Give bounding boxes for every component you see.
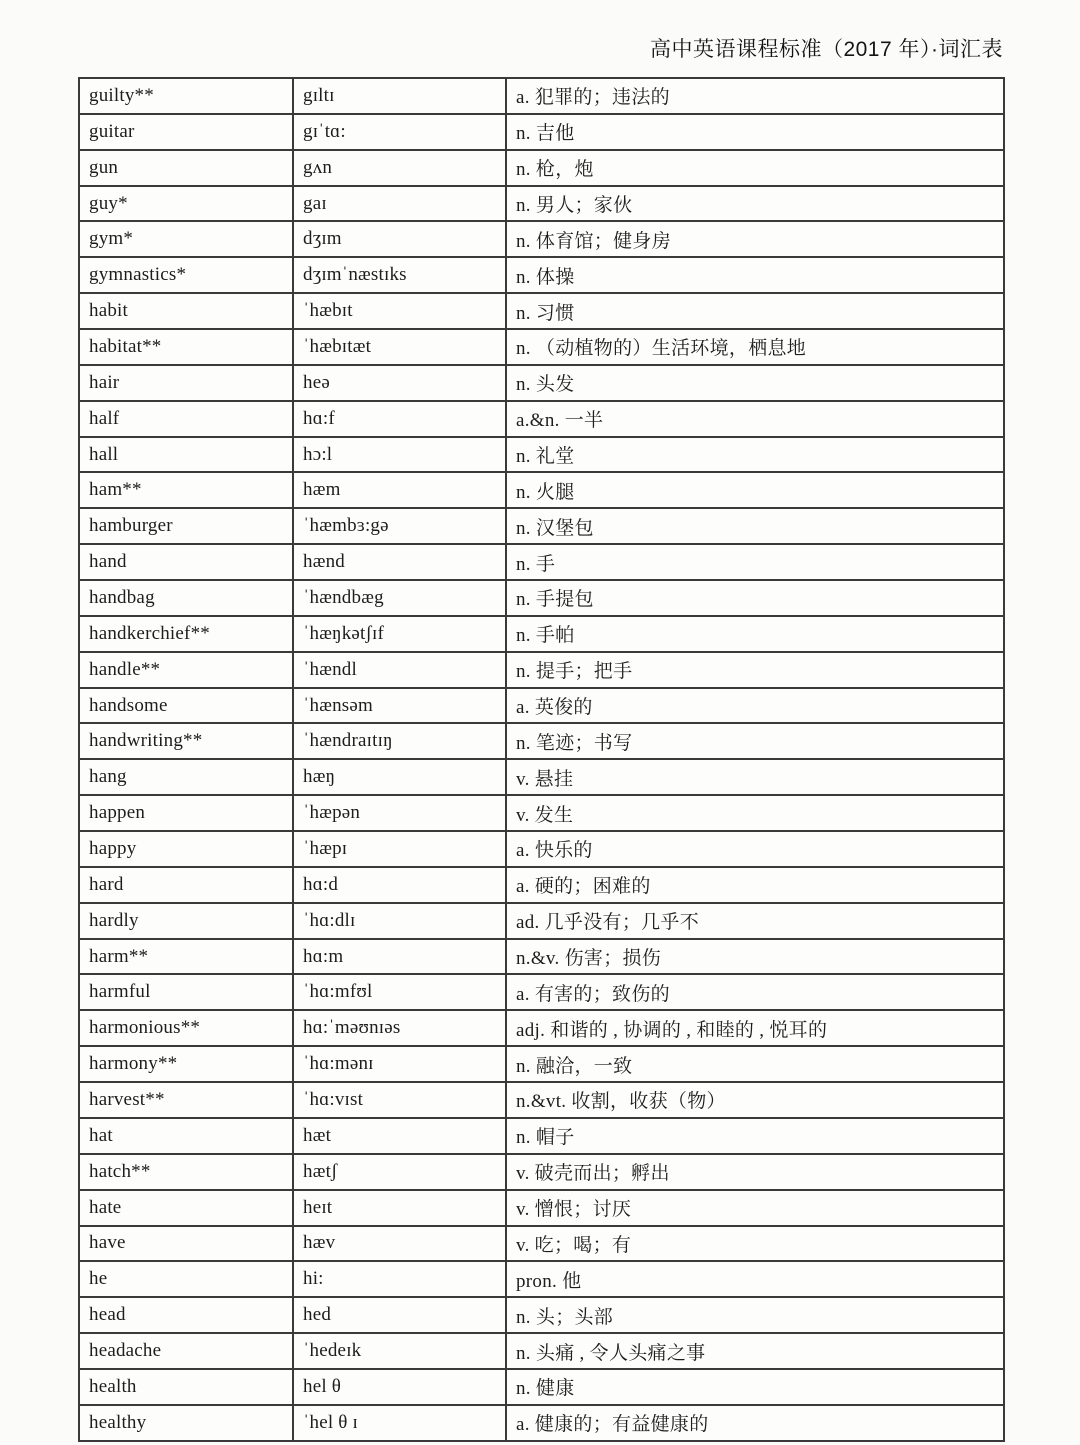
phonetic-cell: ˈhɑ:mfʊl bbox=[293, 974, 506, 1010]
table-row bbox=[79, 1154, 1004, 1190]
phonetic-cell: ˈhæbɪtæt bbox=[293, 329, 506, 365]
word-cell: hall bbox=[79, 437, 293, 473]
meaning-cell: n. 习惯 bbox=[506, 293, 1004, 329]
phonetic-cell: ˈhæpən bbox=[293, 795, 506, 831]
word-cell: handkerchief** bbox=[79, 616, 293, 652]
table-row bbox=[79, 688, 1004, 724]
word-cell: harm** bbox=[79, 939, 293, 975]
meaning-cell: n. 笔迹；书写 bbox=[506, 723, 1004, 759]
phonetic-cell: hɔ:l bbox=[293, 437, 506, 473]
table-row bbox=[79, 1046, 1004, 1082]
word-cell: head bbox=[79, 1297, 293, 1333]
meaning-cell: a. 英俊的 bbox=[506, 688, 1004, 724]
meaning-cell: n. 汉堡包 bbox=[506, 508, 1004, 544]
word-cell: hatch** bbox=[79, 1154, 293, 1190]
meaning-cell: a. 犯罪的；违法的 bbox=[506, 78, 1004, 114]
phonetic-cell: gaɪ bbox=[293, 186, 506, 222]
table-row bbox=[79, 257, 1004, 293]
word-cell: guy* bbox=[79, 186, 293, 222]
meaning-cell: a. 有害的；致伤的 bbox=[506, 974, 1004, 1010]
phonetic-cell: ˈhænsəm bbox=[293, 688, 506, 724]
word-cell: hair bbox=[79, 365, 293, 401]
word-cell: harmful bbox=[79, 974, 293, 1010]
table-row bbox=[79, 78, 1004, 114]
phonetic-cell: ˈhɑ:dlɪ bbox=[293, 903, 506, 939]
table-row bbox=[79, 114, 1004, 150]
phonetic-cell: hɑ:d bbox=[293, 867, 506, 903]
phonetic-cell: ˈhæpɪ bbox=[293, 831, 506, 867]
meaning-cell: n. 手帕 bbox=[506, 616, 1004, 652]
phonetic-cell: hɑ:ˈməʊnɪəs bbox=[293, 1010, 506, 1046]
table-row bbox=[79, 1297, 1004, 1333]
table-row bbox=[79, 867, 1004, 903]
phonetic-cell: hed bbox=[293, 1297, 506, 1333]
meaning-cell: n. 吉他 bbox=[506, 114, 1004, 150]
meaning-cell: a.&n. 一半 bbox=[506, 401, 1004, 437]
meaning-cell: n. 体育馆；健身房 bbox=[506, 221, 1004, 257]
word-cell: harmonious** bbox=[79, 1010, 293, 1046]
phonetic-cell: hætʃ bbox=[293, 1154, 506, 1190]
word-cell: handbag bbox=[79, 580, 293, 616]
table-row bbox=[79, 221, 1004, 257]
table-row bbox=[79, 723, 1004, 759]
meaning-cell: v. 悬挂 bbox=[506, 759, 1004, 795]
word-cell: guitar bbox=[79, 114, 293, 150]
table-row bbox=[79, 508, 1004, 544]
word-cell: hamburger bbox=[79, 508, 293, 544]
word-cell: have bbox=[79, 1226, 293, 1262]
table-row bbox=[79, 1226, 1004, 1262]
table-row bbox=[79, 1261, 1004, 1297]
phonetic-cell: heə bbox=[293, 365, 506, 401]
table-row bbox=[79, 150, 1004, 186]
word-cell: hang bbox=[79, 759, 293, 795]
meaning-cell: n. 头痛 , 令人头痛之事 bbox=[506, 1333, 1004, 1369]
meaning-cell: a. 健康的；有益健康的 bbox=[506, 1405, 1004, 1441]
meaning-cell: a. 硬的；困难的 bbox=[506, 867, 1004, 903]
table-row bbox=[79, 1405, 1004, 1441]
meaning-cell: v. 憎恨；讨厌 bbox=[506, 1190, 1004, 1226]
meaning-cell: n. 礼堂 bbox=[506, 437, 1004, 473]
phonetic-cell: hæt bbox=[293, 1118, 506, 1154]
meaning-cell: n. （动植物的）生活环境，栖息地 bbox=[506, 329, 1004, 365]
table-row bbox=[79, 1082, 1004, 1118]
word-cell: harvest** bbox=[79, 1082, 293, 1118]
phonetic-cell: ˈhɑ:mənɪ bbox=[293, 1046, 506, 1082]
table-row bbox=[79, 616, 1004, 652]
meaning-cell: adj. 和谐的 , 协调的 , 和睦的 , 悦耳的 bbox=[506, 1010, 1004, 1046]
meaning-cell: n. 头发 bbox=[506, 365, 1004, 401]
meaning-cell: n.&v. 伤害；损伤 bbox=[506, 939, 1004, 975]
meaning-cell: n. 融洽，一致 bbox=[506, 1046, 1004, 1082]
vocab-table-body bbox=[79, 78, 1004, 1441]
word-cell: headache bbox=[79, 1333, 293, 1369]
phonetic-cell: hel θ bbox=[293, 1369, 506, 1405]
word-cell: hand bbox=[79, 544, 293, 580]
phonetic-cell: ˈhændbæg bbox=[293, 580, 506, 616]
phonetic-cell: dʒɪm bbox=[293, 221, 506, 257]
meaning-cell: ad. 几乎没有；几乎不 bbox=[506, 903, 1004, 939]
word-cell: guilty** bbox=[79, 78, 293, 114]
table-row bbox=[79, 652, 1004, 688]
meaning-cell: n. 男人；家伙 bbox=[506, 186, 1004, 222]
word-cell: half bbox=[79, 401, 293, 437]
meaning-cell: n. 手提包 bbox=[506, 580, 1004, 616]
word-cell: habit bbox=[79, 293, 293, 329]
word-cell: ham** bbox=[79, 472, 293, 508]
table-row bbox=[79, 1369, 1004, 1405]
word-cell: hate bbox=[79, 1190, 293, 1226]
page-title: 高中英语课程标准（2017 年）·词汇表 bbox=[649, 38, 1003, 61]
phonetic-cell: ˈhæbɪt bbox=[293, 293, 506, 329]
word-cell: healthy bbox=[79, 1405, 293, 1441]
word-cell: gun bbox=[79, 150, 293, 186]
meaning-cell: v. 发生 bbox=[506, 795, 1004, 831]
table-row bbox=[79, 544, 1004, 580]
table-row bbox=[79, 437, 1004, 473]
meaning-cell: a. 快乐的 bbox=[506, 831, 1004, 867]
meaning-cell: v. 破壳而出；孵出 bbox=[506, 1154, 1004, 1190]
table-row bbox=[79, 329, 1004, 365]
table-row bbox=[79, 1333, 1004, 1369]
word-cell: gym* bbox=[79, 221, 293, 257]
phonetic-cell: hæm bbox=[293, 472, 506, 508]
word-cell: handwriting** bbox=[79, 723, 293, 759]
meaning-cell: n. 火腿 bbox=[506, 472, 1004, 508]
phonetic-cell: hæŋ bbox=[293, 759, 506, 795]
word-cell: he bbox=[79, 1261, 293, 1297]
table-row bbox=[79, 903, 1004, 939]
meaning-cell: n. 手 bbox=[506, 544, 1004, 580]
word-cell: hard bbox=[79, 867, 293, 903]
word-cell: handsome bbox=[79, 688, 293, 724]
phonetic-cell: hɑ:f bbox=[293, 401, 506, 437]
meaning-cell: n. 枪，炮 bbox=[506, 150, 1004, 186]
meaning-cell: pron. 他 bbox=[506, 1261, 1004, 1297]
phonetic-cell: ˈhæmbɜ:gə bbox=[293, 508, 506, 544]
table-row bbox=[79, 365, 1004, 401]
table-row bbox=[79, 759, 1004, 795]
meaning-cell: n. 头；头部 bbox=[506, 1297, 1004, 1333]
table-row bbox=[79, 472, 1004, 508]
table-row bbox=[79, 939, 1004, 975]
meaning-cell: n. 帽子 bbox=[506, 1118, 1004, 1154]
table-row bbox=[79, 293, 1004, 329]
phonetic-cell: gɪˈtɑ: bbox=[293, 114, 506, 150]
phonetic-cell: hæv bbox=[293, 1226, 506, 1262]
vocab-table bbox=[78, 77, 1005, 1442]
word-cell: happen bbox=[79, 795, 293, 831]
table-row bbox=[79, 974, 1004, 1010]
meaning-cell: n. 健康 bbox=[506, 1369, 1004, 1405]
word-cell: gymnastics* bbox=[79, 257, 293, 293]
table-row bbox=[79, 401, 1004, 437]
phonetic-cell: hænd bbox=[293, 544, 506, 580]
word-cell: handle** bbox=[79, 652, 293, 688]
phonetic-cell: ˈhedeɪk bbox=[293, 1333, 506, 1369]
phonetic-cell: ˈhɑ:vɪst bbox=[293, 1082, 506, 1118]
table-row bbox=[79, 1190, 1004, 1226]
phonetic-cell: ˈhændl bbox=[293, 652, 506, 688]
phonetic-cell: hi: bbox=[293, 1261, 506, 1297]
phonetic-cell: dʒɪmˈnæstɪks bbox=[293, 257, 506, 293]
table-row bbox=[79, 186, 1004, 222]
table-row bbox=[79, 1010, 1004, 1046]
word-cell: habitat** bbox=[79, 329, 293, 365]
meaning-cell: n. 提手；把手 bbox=[506, 652, 1004, 688]
phonetic-cell: ˈhændraɪtɪŋ bbox=[293, 723, 506, 759]
table-row bbox=[79, 1118, 1004, 1154]
meaning-cell: n. 体操 bbox=[506, 257, 1004, 293]
word-cell: hat bbox=[79, 1118, 293, 1154]
word-cell: happy bbox=[79, 831, 293, 867]
phonetic-cell: gʌn bbox=[293, 150, 506, 186]
phonetic-cell: gɪltɪ bbox=[293, 78, 506, 114]
word-cell: harmony** bbox=[79, 1046, 293, 1082]
phonetic-cell: hɑ:m bbox=[293, 939, 506, 975]
table-row bbox=[79, 831, 1004, 867]
word-cell: hardly bbox=[79, 903, 293, 939]
word-cell: health bbox=[79, 1369, 293, 1405]
table-row bbox=[79, 580, 1004, 616]
table-row bbox=[79, 795, 1004, 831]
phonetic-cell: heɪt bbox=[293, 1190, 506, 1226]
meaning-cell: v. 吃；喝；有 bbox=[506, 1226, 1004, 1262]
phonetic-cell: ˈhel θ ɪ bbox=[293, 1405, 506, 1441]
phonetic-cell: ˈhæŋkətʃɪf bbox=[293, 616, 506, 652]
meaning-cell: n.&vt. 收割，收获（物） bbox=[506, 1082, 1004, 1118]
